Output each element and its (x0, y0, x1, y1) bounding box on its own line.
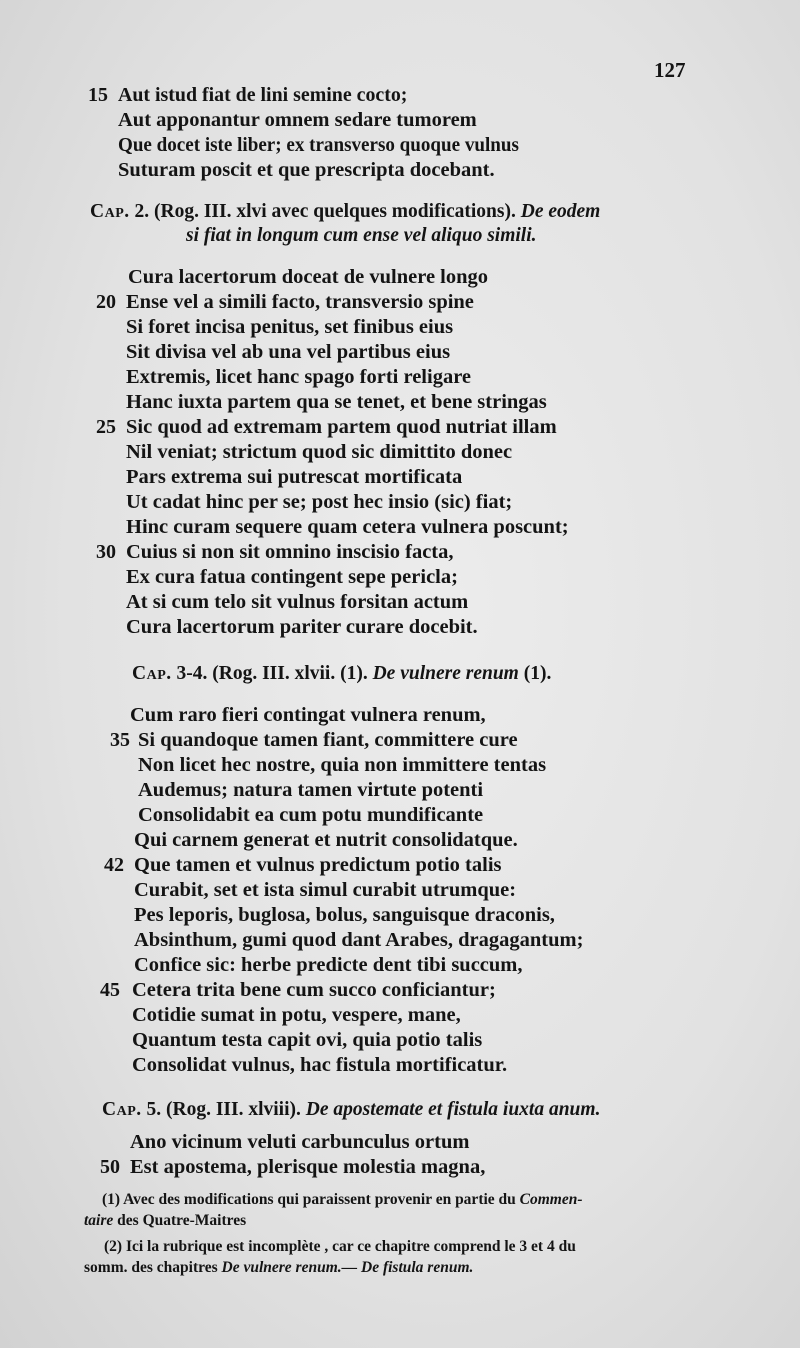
verse-line: Ense vel a simili facto, transversio spine (126, 291, 474, 313)
verse-line: Nil veniat; strictum quod sic dimittito donec (126, 441, 513, 463)
verse-line: Qui carnem generat et nutrit consolidatque. (134, 829, 518, 851)
verse-line: Sic quod ad extremam partem quod nutriat illam (126, 416, 557, 438)
verse-line: At si cum telo sit vulnus forsitan actum (126, 591, 469, 613)
verse-line: Ano vicinum veluti carbunculus ortum (130, 1131, 470, 1153)
verse-line: Suturam poscit et que prescripta docebant. (118, 159, 495, 181)
footnote-2 (104, 1236, 576, 1257)
line-number: 42 (104, 854, 124, 876)
chapter-heading-4 (102, 1098, 600, 1122)
verse-line: Non licet hec nostre, quia non immittere tentas (138, 754, 547, 776)
heading-footnote-mark: (1). (518, 663, 552, 684)
verse-line: Pes leporis, buglosa, bolus, sanguisque draconis, (134, 904, 555, 926)
footnote-1 (102, 1189, 583, 1210)
verse-line: Pars extrema sui putrescat mortificata (126, 466, 463, 488)
verse-line: Audemus; natura tamen virtute potenti (138, 779, 484, 801)
chapter-heading-2 (90, 200, 600, 224)
verse-line: Cetera trita bene cum succo conficiantur; (132, 979, 496, 1001)
verse-line: Aut istud fiat de lini semine cocto; (118, 84, 408, 106)
line-number: 35 (110, 729, 130, 751)
footnote-text: des Quatre-Maitres (113, 1212, 247, 1229)
footnote-1-continued (84, 1210, 246, 1231)
footnote-italic: De vulnere renum.— De fistula renum. (217, 1259, 474, 1276)
footnote-italic: taire (84, 1212, 114, 1229)
verse-line: Si foret incisa penitus, set finibus eius (126, 316, 454, 338)
heading-reference: 2. (Rog. III. xlvi avec quelques modifications). (129, 201, 516, 222)
cap-label: Cap. (132, 663, 172, 684)
line-number: 30 (96, 541, 116, 563)
footnote-italic: Commen- (515, 1191, 583, 1208)
chapter-heading-3 (132, 662, 551, 686)
verse-line: Extremis, licet hanc spago forti religare (126, 366, 472, 388)
heading-title: De eodem (515, 201, 601, 222)
heading-reference: 3-4. (Rog. III. xlvii. (1). (171, 663, 368, 684)
footnote-2-continued (84, 1257, 473, 1278)
chapter-heading-2-continued (186, 224, 537, 248)
verse-line: Ex cura fatua contingent sepe pericla; (126, 566, 458, 588)
heading-title: De apostemate et fistula iuxta anum. (300, 1099, 601, 1120)
verse-line: Confice sic: herbe predicte dent tibi succum, (134, 954, 523, 976)
show-through-text (520, 70, 800, 1340)
verse-line: Est apostema, plerisque molestia magna, (130, 1156, 486, 1178)
verse-line: Ut cadat hinc per se; post hec insio (sic) fiat; (126, 491, 513, 513)
verse-line: Cura lacertorum doceat de vulnere longo (128, 266, 489, 288)
verse-line: Quantum testa capit ovi, quia potio talis (132, 1029, 483, 1051)
cap-label: Cap. (102, 1099, 142, 1120)
verse-line: Consolidabit ea cum potu mundificante (138, 804, 484, 826)
page-number: 127 (654, 58, 686, 82)
line-number: 20 (96, 291, 116, 313)
verse-line: Si quandoque tamen fiant, committere cure (138, 729, 518, 751)
line-number: 50 (100, 1156, 120, 1178)
verse-line: Que docet iste liber; ex transverso quoque vulnus (118, 134, 519, 156)
footnote-text: (2) Ici la rubrique est incomplète , car ce chapitre comprend le 3 et 4 du (104, 1238, 576, 1255)
footnote-text: (1) Avec des modifications qui paraissent provenir en partie du (102, 1191, 516, 1208)
verse-line: Consolidat vulnus, hac fistula mortificatur. (132, 1054, 508, 1076)
line-number: 25 (96, 416, 116, 438)
verse-line: Absinthum, gumi quod dant Arabes, dragagantum; (134, 929, 584, 951)
verse-line: Sit divisa vel ab una vel partibus eius (126, 341, 451, 363)
line-number: 15 (88, 84, 108, 106)
verse-line: Curabit, set et ista simul curabit utrumque: (134, 879, 517, 901)
verse-line: Cum raro fieri contingat vulnera renum, (130, 704, 486, 726)
footnote-text: somm. des chapitres (84, 1259, 218, 1276)
verse-line: Cuius si non sit omnino inscisio facta, (126, 541, 454, 563)
cap-label: Cap. (90, 201, 130, 222)
verse-line: Aut apponantur omnem sedare tumorem (118, 109, 477, 131)
verse-line: Hinc curam sequere quam cetera vulnera poscunt; (126, 516, 569, 538)
heading-title: De vulnere renum (367, 663, 519, 684)
heading-title-continued: si fiat in longum cum ense vel aliquo simili. (186, 225, 537, 246)
verse-line: Que tamen et vulnus predictum potio talis (134, 854, 502, 876)
verse-line: Hanc iuxta partem qua se tenet, et bene stringas (126, 391, 547, 413)
verse-line: Cura lacertorum pariter curare docebit. (126, 616, 478, 638)
line-number: 45 (100, 979, 120, 1001)
verse-line: Cotidie sumat in potu, vespere, mane, (132, 1004, 461, 1026)
heading-reference: 5. (Rog. III. xlviii). (141, 1099, 301, 1120)
